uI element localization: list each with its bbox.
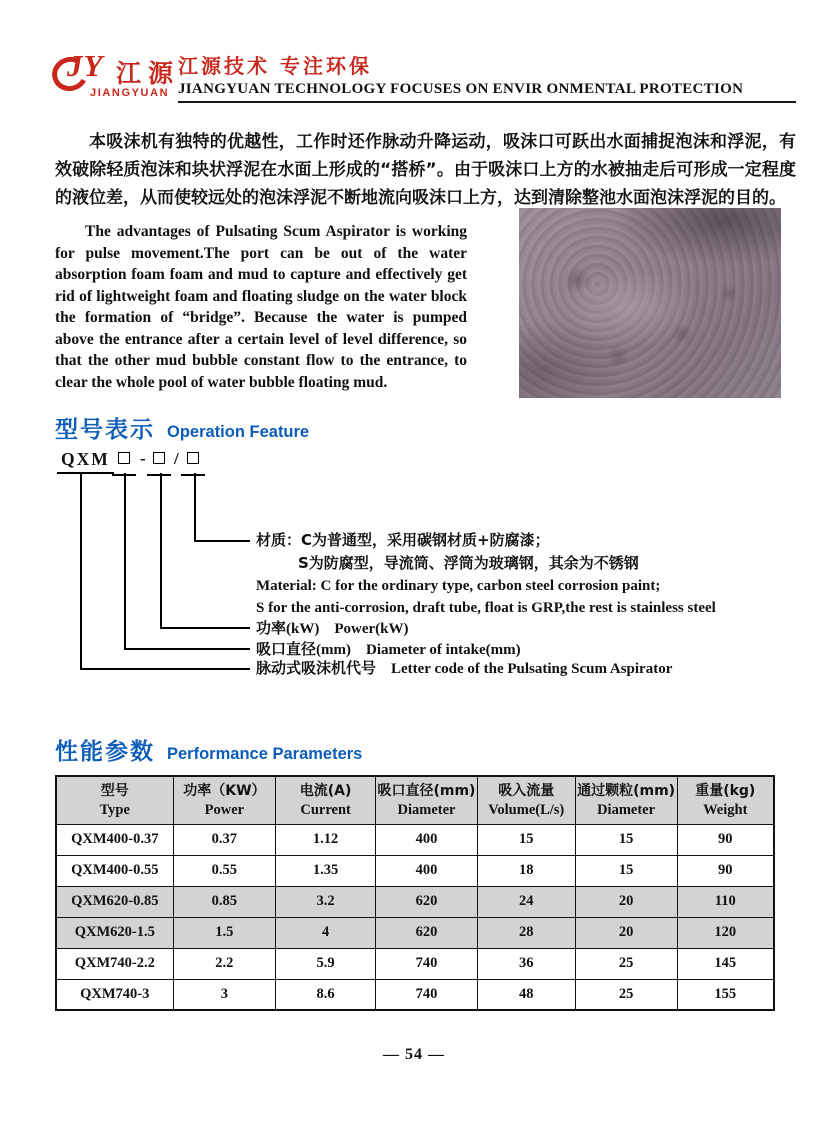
header-slogans bbox=[178, 54, 796, 103]
table-row bbox=[56, 824, 774, 855]
connector-line bbox=[194, 540, 250, 542]
table-cell: 90 bbox=[677, 824, 774, 855]
table-column-header bbox=[276, 776, 376, 824]
table-column-header bbox=[477, 776, 575, 824]
column-header-cn: 吸入流量 bbox=[498, 782, 555, 799]
logo-cn-text: 江源 bbox=[116, 59, 181, 88]
logo-jy-text: JY bbox=[67, 48, 104, 83]
section-title-cn: 性能参数 bbox=[55, 739, 155, 765]
table-cell: 28 bbox=[477, 917, 575, 948]
table-row bbox=[56, 948, 774, 979]
label-intake: 吸口直径(mm) Diameter of intake(mm) bbox=[256, 642, 521, 658]
table-row bbox=[56, 917, 774, 948]
model-code-prefix: QXM bbox=[57, 449, 114, 474]
label-power: 功率(kW) Power(kW) bbox=[256, 621, 409, 637]
section-title-cn: 型号表示 bbox=[55, 417, 155, 443]
column-header-cn: 电流(A) bbox=[299, 782, 352, 799]
column-header-cn: 吸口直径(mm) bbox=[377, 782, 476, 799]
table-column-header bbox=[677, 776, 774, 824]
table-cell: QXM620-1.5 bbox=[56, 917, 173, 948]
table-cell: 0.85 bbox=[173, 886, 276, 917]
connector-line bbox=[124, 648, 250, 650]
intro-paragraph-english: The advantages of Pulsating Scum Aspirator is working for pulse movement.The port can be out of the water absorption foam foam and mud to capture and effectively get rid of lightweight foam and floating sludge on the water block the formation of “bridge”. Because the water is pumped above the entrance after a certain level of level difference, so that the other mud bubble constant flow to the entrance, to clear the whole pool of water bubble floating mud. bbox=[55, 223, 467, 391]
connector-line bbox=[80, 473, 82, 669]
model-code-box-material bbox=[181, 449, 205, 476]
table-cell: QXM400-0.37 bbox=[56, 824, 173, 855]
label-material-cn-2: S为防腐型，导流筒、浮筒为玻璃钢，其余为不锈钢 bbox=[298, 554, 639, 572]
table-cell: 24 bbox=[477, 886, 575, 917]
table-column-header bbox=[56, 776, 173, 824]
connector-line bbox=[160, 473, 162, 629]
column-header-en: Type bbox=[99, 801, 130, 818]
column-header-cn: 重量(kg) bbox=[695, 782, 756, 799]
table-cell: 620 bbox=[376, 886, 478, 917]
label-material-en-2: S for the anti-corrosion, draft tube, float is GRP,the rest is stainless steel bbox=[256, 600, 716, 616]
table-cell: 1.12 bbox=[276, 824, 376, 855]
table-column-header bbox=[376, 776, 478, 824]
table-header-row bbox=[56, 776, 774, 824]
table-cell: 145 bbox=[677, 948, 774, 979]
connector-line bbox=[124, 473, 126, 650]
table-cell: QXM740-2.2 bbox=[56, 948, 173, 979]
table-row bbox=[56, 979, 774, 1010]
table-cell: 36 bbox=[477, 948, 575, 979]
table-cell: 25 bbox=[575, 979, 677, 1010]
table-cell: 400 bbox=[376, 855, 478, 886]
column-header-en: Diameter bbox=[397, 801, 456, 818]
table-cell: 120 bbox=[677, 917, 774, 948]
table-cell: 15 bbox=[575, 824, 677, 855]
company-logo bbox=[52, 50, 182, 106]
model-code-dash: - bbox=[140, 449, 146, 468]
section-title-en: Performance Parameters bbox=[167, 745, 363, 763]
table-cell: 18 bbox=[477, 855, 575, 886]
label-material-cn-1: 材质：C为普通型，采用碳钢材质+防腐漆； bbox=[256, 531, 550, 549]
table-row bbox=[56, 886, 774, 917]
table-cell: 110 bbox=[677, 886, 774, 917]
table-cell: 0.55 bbox=[173, 855, 276, 886]
scum-water-photo bbox=[519, 208, 781, 398]
label-material-en-1: Material: C for the ordinary type, carbon steel corrosion paint; bbox=[256, 578, 661, 594]
performance-parameters-table bbox=[55, 775, 775, 1011]
table-cell: 8.6 bbox=[276, 979, 376, 1010]
slogan-english: JIANGYUAN TECHNOLOGY FOCUSES ON ENVIR ONMENTAL PROTECTION bbox=[178, 81, 744, 97]
connector-line bbox=[160, 627, 250, 629]
table-cell: 3.2 bbox=[276, 886, 376, 917]
box-placeholder-icon bbox=[118, 452, 130, 464]
table-cell: QXM620-0.85 bbox=[56, 886, 173, 917]
table-cell: 1.5 bbox=[173, 917, 276, 948]
column-header-cn: 型号 bbox=[100, 782, 129, 799]
column-header-en: Current bbox=[300, 801, 351, 818]
section-heading-model bbox=[55, 411, 309, 444]
page-number: — 54 — bbox=[383, 1046, 445, 1063]
box-placeholder-icon bbox=[153, 452, 165, 464]
table-cell: 400 bbox=[376, 824, 478, 855]
column-header-cn: 通过颗粒(mm) bbox=[577, 782, 676, 799]
table-cell: 20 bbox=[575, 886, 677, 917]
table-cell: 15 bbox=[477, 824, 575, 855]
column-header-cn: 功率（KW） bbox=[183, 782, 266, 799]
table-cell: 90 bbox=[677, 855, 774, 886]
table-column-header bbox=[575, 776, 677, 824]
table-cell: 5.9 bbox=[276, 948, 376, 979]
table-column-header bbox=[173, 776, 276, 824]
table-cell: 3 bbox=[173, 979, 276, 1010]
table-cell: 620 bbox=[376, 917, 478, 948]
table-cell: 740 bbox=[376, 948, 478, 979]
table-cell: 4 bbox=[276, 917, 376, 948]
table-cell: 48 bbox=[477, 979, 575, 1010]
label-lettercode: 脉动式吸沫机代号 Letter code of the Pulsating Scum Aspirator bbox=[256, 661, 673, 677]
table-cell: QXM740-3 bbox=[56, 979, 173, 1010]
logo-en-text: JIANGYUAN bbox=[90, 87, 170, 99]
model-code-slash: / bbox=[174, 449, 179, 468]
model-code-box-power bbox=[147, 449, 171, 476]
table-row bbox=[56, 855, 774, 886]
table-cell: 15 bbox=[575, 855, 677, 886]
table-cell: 0.37 bbox=[173, 824, 276, 855]
table-cell: 740 bbox=[376, 979, 478, 1010]
model-code-box-intake bbox=[112, 449, 136, 476]
table-cell: 155 bbox=[677, 979, 774, 1010]
table-cell: 20 bbox=[575, 917, 677, 948]
column-header-en: Diameter bbox=[597, 801, 656, 818]
table-cell: 25 bbox=[575, 948, 677, 979]
connector-line bbox=[80, 668, 250, 670]
column-header-en: Volume(L/s) bbox=[488, 801, 565, 818]
section-title-en: Operation Feature bbox=[167, 423, 310, 441]
column-header-en: Power bbox=[204, 801, 245, 818]
table-cell: 1.35 bbox=[276, 855, 376, 886]
connector-line bbox=[194, 473, 196, 541]
table-cell: 2.2 bbox=[173, 948, 276, 979]
section-heading-parameters bbox=[55, 733, 362, 766]
intro-paragraph-chinese: 本吸沫机有独特的优越性，工作时还作脉动升降运动，吸沫口可跃出水面捕捉泡沫和浮泥，有效破除轻质泡沫和块状浮泥在水面上形成的“搭桥”。由于吸沫口上方的水被抽走后可形成一定程度的液位差，从而使较远处的泡沫浮泥不断地流向吸沫口上方，达到清除整池水面泡沫浮泥的目的。 bbox=[55, 132, 796, 208]
slogan-chinese: 江源技术 专注环保 bbox=[178, 54, 372, 78]
column-header-en: Weight bbox=[703, 801, 748, 818]
box-placeholder-icon bbox=[187, 452, 199, 464]
table-cell: QXM400-0.55 bbox=[56, 855, 173, 886]
